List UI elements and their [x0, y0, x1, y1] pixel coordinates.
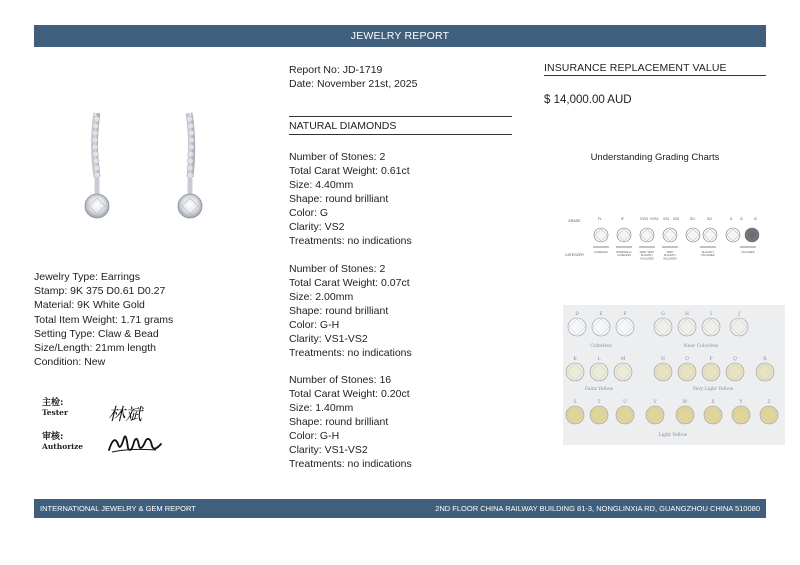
earrings-photo — [70, 105, 220, 240]
setting-type: Setting Type: Claw & Bead — [34, 327, 159, 340]
color-diamond-icon — [678, 363, 696, 381]
stone-count: Number of Stones: 2 — [289, 263, 386, 275]
authorize-signature — [106, 430, 164, 456]
stone-size: Size: 2.00mm — [289, 291, 354, 303]
color-diamond-icon — [730, 318, 748, 336]
clarity-category-label: VERY VERY SLIGHTLY INCLUDED — [639, 251, 655, 261]
color-diamond-icon — [678, 318, 696, 336]
stamp: Stamp: 9K 375 D0.61 D0.27 — [34, 285, 166, 298]
clarity-diamond-icon — [617, 228, 631, 242]
stone-group-3 — [289, 373, 412, 471]
color-diamond-icon — [702, 363, 720, 381]
stone-count: Number of Stones: 2 — [289, 151, 386, 163]
clarity-grade-label: VVS2 — [650, 217, 659, 221]
color-category-label: Light Yellow — [658, 433, 688, 438]
color-grade-label: H — [685, 312, 689, 317]
grading-charts-title: Understanding Grading Charts — [590, 152, 720, 163]
color-grade-label: Z — [767, 400, 771, 405]
stone-color: Color: G-H — [289, 319, 340, 331]
clarity-grade-label: FL — [598, 217, 602, 221]
stone-group-1 — [289, 150, 412, 248]
insurance-value: $ 14,000.00 AUD — [544, 94, 632, 106]
stone-color: Color: G-H — [289, 430, 340, 442]
item-details — [34, 270, 173, 369]
clarity-grade-row-label: GRADE — [568, 219, 581, 223]
color-grade-label: Q — [733, 357, 737, 362]
clarity-grade-label: VS2 — [673, 217, 680, 221]
stone-group-2 — [289, 262, 412, 360]
clarity-diamond-icon — [745, 228, 759, 242]
color-diamond-icon — [568, 318, 586, 336]
color-grade-label: I — [710, 312, 712, 317]
clarity-grade-label: SI1 — [690, 217, 695, 221]
color-diamond-icon — [732, 406, 750, 424]
color-grade-label: L — [597, 357, 601, 362]
clarity-diamond-icon — [703, 228, 717, 242]
stone-clarity: Clarity: VS2 — [289, 221, 345, 233]
clarity-diamond-icon — [726, 228, 740, 242]
report-date: Date: November 21st, 2025 — [289, 78, 418, 90]
stone-size: Size: 1.40mm — [289, 402, 354, 414]
report-header-bar — [34, 25, 766, 47]
authorize-label: 审核: Authorize — [42, 432, 84, 451]
color-diamond-icon — [676, 406, 694, 424]
color-grade-label: K — [573, 357, 577, 362]
color-diamond-icon — [702, 318, 720, 336]
total-item-weight: Total Item Weight: 1.71 grams — [34, 313, 174, 326]
color-diamond-icon — [566, 406, 584, 424]
color-diamond-icon — [654, 363, 672, 381]
color-grade-label: N — [661, 357, 665, 362]
stone-shape: Shape: round brilliant — [289, 305, 389, 317]
color-grade-label: J — [738, 312, 740, 317]
color-diamond-icon — [616, 318, 634, 336]
natural-diamonds-heading: NATURAL DIAMONDS — [289, 116, 512, 135]
color-grade-label: S — [573, 400, 577, 405]
color-diamond-icon — [592, 318, 610, 336]
size-length: Size/Length: 21mm length — [34, 342, 156, 355]
stone-shape: Shape: round brilliant — [289, 416, 389, 428]
clarity-grading-chart — [563, 211, 763, 273]
clarity-category-label: VERY SLIGHTLY INCLUDED — [663, 251, 677, 261]
condition: Condition: New — [34, 356, 106, 369]
color-category-label: Very Light Yellow — [692, 387, 734, 392]
clarity-category-label: INTERNALLY FLAWLESS — [616, 251, 632, 258]
color-grade-label: M — [620, 357, 626, 362]
color-diamond-icon — [756, 363, 774, 381]
clarity-grade-label: VS1 — [663, 217, 670, 221]
carat-weight: Total Carat Weight: 0.20ct — [289, 388, 410, 400]
clarity-category-label: FLAWLESS — [594, 251, 608, 254]
stone-size: Size: 4.40mm — [289, 179, 354, 191]
clarity-diamond-icon — [663, 228, 677, 242]
clarity-grade-label: IF — [621, 217, 624, 221]
clarity-grade-label: I3 — [754, 217, 757, 221]
jewelry-type: Jewelry Type: Earrings — [34, 271, 141, 283]
stone-treatments: Treatments: no indications — [289, 235, 412, 247]
color-category-label: Faint Yellow — [584, 387, 614, 392]
color-category-label: Near Colorless — [683, 344, 719, 349]
color-grade-label: R — [763, 357, 767, 362]
footer-address: 2ND FLOOR CHINA RAILWAY BUILDING 81-3, NONGLINXIA RD, GUANGZHOU CHINA 510080 — [435, 504, 760, 513]
color-diamond-icon — [654, 318, 672, 336]
clarity-grade-label: I1 — [730, 217, 733, 221]
color-grade-label: G — [661, 312, 665, 317]
color-grade-label: O — [685, 357, 689, 362]
report-info — [289, 63, 417, 91]
stone-treatments: Treatments: no indications — [289, 458, 412, 470]
right-earring — [178, 113, 202, 218]
clarity-diamond-icon — [640, 228, 654, 242]
report-number: Report No: JD-1719 — [289, 64, 383, 76]
stone-clarity: Clarity: VS1-VS2 — [289, 444, 368, 456]
stone-treatments: Treatments: no indications — [289, 347, 412, 359]
color-grade-label: V — [653, 400, 657, 405]
left-earring — [85, 113, 109, 218]
report-footer-bar — [34, 499, 766, 518]
color-category-label: Colorless — [590, 344, 612, 349]
carat-weight: Total Carat Weight: 0.61ct — [289, 165, 410, 177]
color-grade-label: X — [711, 400, 715, 405]
insurance-heading: INSURANCE REPLACEMENT VALUE — [544, 62, 766, 76]
color-grade-label: T — [597, 400, 601, 405]
color-grade-label: E — [599, 312, 603, 317]
color-diamond-icon — [760, 406, 778, 424]
color-grade-label: Y — [739, 400, 743, 405]
color-diamond-icon — [646, 406, 664, 424]
color-diamond-icon — [566, 363, 584, 381]
color-grade-label: P — [709, 357, 713, 362]
stone-color: Color: G — [289, 207, 329, 219]
color-grading-chart — [563, 305, 785, 445]
color-grade-label: W — [682, 400, 688, 405]
clarity-category-label: SLIGHTLY INCLUDED — [701, 251, 715, 258]
color-grade-label: D — [575, 312, 579, 317]
color-grade-label: U — [623, 400, 627, 405]
color-diamond-icon — [590, 363, 608, 381]
material: Material: 9K White Gold — [34, 299, 145, 312]
clarity-grade-label: VVS1 — [640, 217, 649, 221]
color-diamond-icon — [616, 406, 634, 424]
clarity-grade-label: I2 — [740, 217, 743, 221]
footer-organization: INTERNATIONAL JEWELRY & GEM REPORT — [40, 504, 196, 513]
color-grade-label: F — [623, 312, 627, 317]
clarity-category-row-label: CATEGORY — [565, 253, 585, 257]
carat-weight: Total Carat Weight: 0.07ct — [289, 277, 410, 289]
color-diamond-icon — [726, 363, 744, 381]
clarity-diamond-icon — [594, 228, 608, 242]
stone-count: Number of Stones: 16 — [289, 374, 392, 386]
clarity-diamond-icon — [686, 228, 700, 242]
tester-label: 主检: Tester — [42, 398, 68, 417]
report-title: JEWELRY REPORT — [350, 30, 450, 42]
tester-signature: 林斌 — [108, 405, 142, 425]
clarity-grade-label: SI2 — [707, 217, 712, 221]
signature-block — [36, 394, 166, 460]
clarity-category-label: INCLUDED — [741, 251, 755, 254]
color-diamond-icon — [614, 363, 632, 381]
color-diamond-icon — [590, 406, 608, 424]
color-diamond-icon — [704, 406, 722, 424]
stone-clarity: Clarity: VS1-VS2 — [289, 333, 368, 345]
stone-shape: Shape: round brilliant — [289, 193, 389, 205]
